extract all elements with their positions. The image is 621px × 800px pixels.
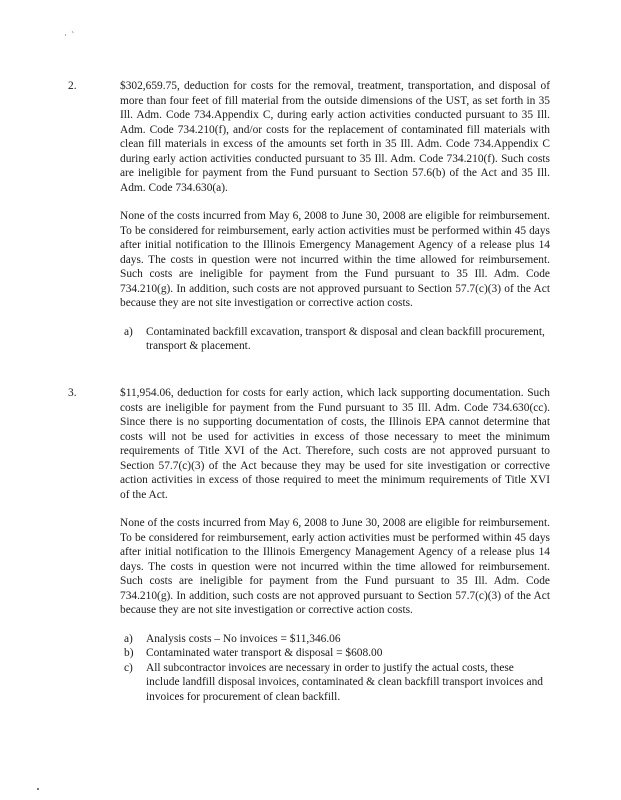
list-item-text: All subcontractor invoices are necessary in order to justify the actual costs, these include landfill disposal invoices, contaminated & clean backfill transport invoices and invoices for procurement of clean backfill.: [146, 661, 543, 703]
list-item: [120, 661, 550, 705]
item-body: [120, 386, 550, 704]
list-item-text: Analysis costs – No invoices = $11,346.06: [146, 632, 341, 645]
list-item-label: a): [124, 325, 133, 338]
scan-speck: [37, 788, 39, 790]
header-mark: · `: [64, 30, 76, 40]
list-item-label: c): [124, 661, 133, 674]
item-number: 3.: [68, 387, 77, 399]
item-paragraph: None of the costs incurred from May 6, 2008 to June 30, 2008 are eligible for reimbursement. To be considered for reimbursement, early action activities must be performed within 45 days after initial notification to the Illinois Emergency Management Agency of a release plus 14 days. The costs in question were not incurred within the time allowed for reimbursement. Such costs are ineligible for payment from the Fund pursuant to 35 Ill. Adm. Code 734.210(g). In addition, such costs are not approved pursuant to Section 57.7(c)(3) of the Act because they are not site investigation or corrective action costs.: [120, 517, 550, 616]
list-item-label: a): [124, 632, 133, 645]
item-paragraph: None of the costs incurred from May 6, 2008 to June 30, 2008 are eligible for reimbursement. To be considered for reimbursement, early action activities must be performed within 45 days after initial notification to the Illinois Emergency Management Agency of a release plus 14 days. The costs in question were not incurred within the time allowed for reimbursement. Such costs are ineligible for payment from the Fund pursuant to 35 Ill. Adm. Code 734.210(g). In addition, such costs are not approved pursuant to Section 57.7(c)(3) of the Act because they are not site investigation or corrective action costs.: [120, 210, 550, 309]
sub-item-list: [120, 632, 550, 705]
list-item: [120, 646, 550, 661]
list-item-label: b): [124, 647, 134, 659]
list-item-text: Contaminated water transport & disposal = $608.00: [146, 647, 383, 659]
list-item: [120, 325, 550, 354]
item-body: [120, 79, 550, 354]
item-number: 2.: [68, 80, 77, 92]
item-paragraph: $302,659.75, deduction for costs for the removal, treatment, transportation, and disposal of more than four feet of fill material from the outside dimensions of the UST, as set forth in 35 Ill. Adm. Code 734.Appendix C, during early action activities conducted pursuant to 35 Ill. Adm. Code 734.210(f), and/or costs for the replacement of contaminated fill materials with clean fill materials in excess of the amounts set forth in 35 Ill. Adm. Code 734.Appendix C during early action activities conducted pursuant to 35 Ill. Adm. Code 734.210(f). Such costs are ineligible for payment from the Fund pursuant to Section 57.6(b) of the Act and 35 Ill. Adm. Code 734.630(a).: [120, 80, 550, 194]
list-item: [120, 632, 550, 647]
list-item-text: Contaminated backfill excavation, transport & disposal and clean backfill procurement, transport & placement.: [146, 325, 545, 352]
item-paragraph: $11,954.06, deduction for costs for early action, which lack supporting documentation. Such costs are ineligible for payment from the Fund pursuant to 35 Ill. Adm. Code 734.630(cc). Since there is no supporting documentation of costs, the Illinois EPA cannot determine that costs will not be used for activities in excess of those necessary to meet the minimum requirements of Title XVI of the Act. Therefore, such costs are not approved pursuant to Section 57.7(c)(3) of the Act because they may be used for site investigation or corrective action activities in excess of those required to meet the minimum requirements of Title XVI of the Act.: [120, 387, 550, 501]
sub-item-list: [120, 325, 550, 354]
